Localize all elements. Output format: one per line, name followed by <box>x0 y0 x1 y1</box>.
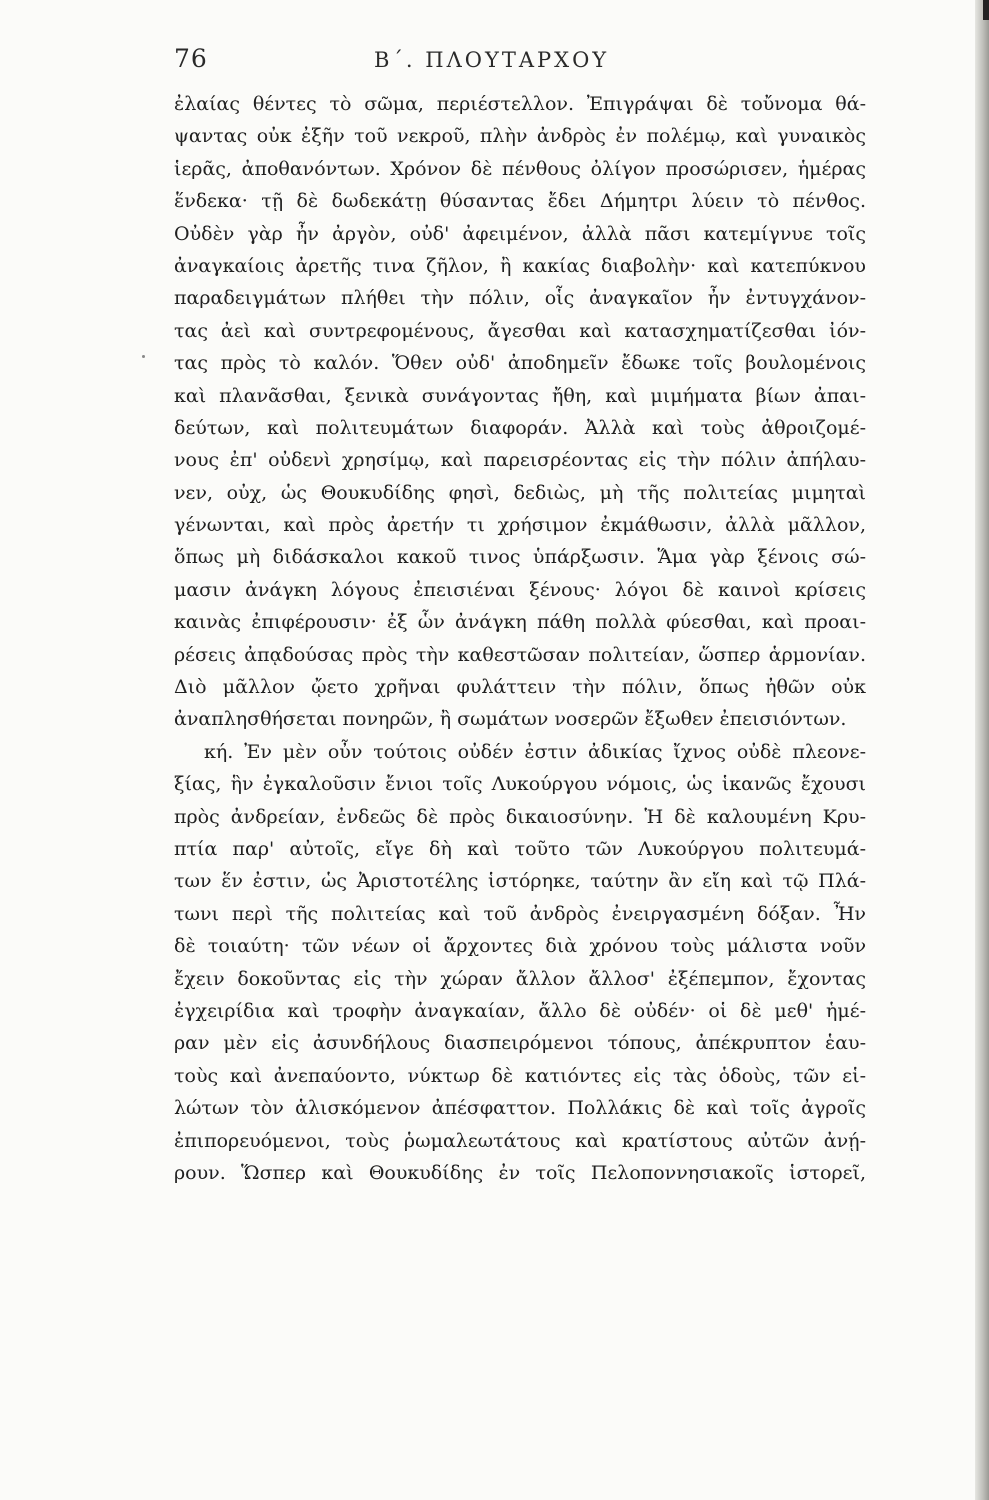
text-line: τωνι περὶ τῆς πολιτείας καὶ τοῦ ἀνδρὸς ἐνειργασμένη δόξαν. Ἦν <box>174 902 866 925</box>
text-line-section-start: κή. Ἐν μὲν οὖν τούτοις οὐδέν ἐστιν ἀδικίας ἴχνος οὐδὲ πλεονε- <box>204 740 866 763</box>
text-line: ἐπιπορευόμενοι, τοὺς ῥωμαλεωτάτους καὶ κρατίστους αὐτῶν ἀνῄ- <box>174 1129 866 1152</box>
text-line: τας πρὸς τὸ καλόν. Ὅθεν οὐδ' ἀποδημεῖν ἔδωκε τοῖς βουλομένοις <box>174 352 866 375</box>
text-line: ξίας, ἣν ἐγκαλοῦσιν ἔνιοι τοῖς Λυκούργου νόμοις, ὡς ἱκανῶς ἔχουσι <box>174 773 866 796</box>
text-line: ρέσεις ἀπᾳδούσας πρὸς τὴν καθεστῶσαν πολιτείαν, ὥσπερ ἁρμονίαν. <box>174 643 866 666</box>
text-line: ψαντας οὐκ ἐξῆν τοῦ νεκροῦ, πλὴν ἀνδρὸς ἐν πολέμῳ, καὶ γυναικὸς <box>174 125 866 148</box>
text-line: δὲ τοιαύτη· τῶν νέων οἱ ἄρχοντες διὰ χρόνου τοὺς μάλιστα νοῦν <box>174 935 866 958</box>
text-line: τας ἀεὶ καὶ συντρεφομένους, ἄγεσθαι καὶ κατασχηματίζεσθαι ἰόν- <box>174 319 866 342</box>
text-line: των ἕν ἐστιν, ὡς Ἀριστοτέλης ἱστόρηκε, ταύτην ἂν εἴη καὶ τῷ Πλά- <box>174 870 866 893</box>
page-edge-shadow <box>975 0 989 1500</box>
text-line: πρὸς ἀνδρείαν, ἐνδεῶς δὲ πρὸς δικαιοσύνην. Ἡ δὲ καλουμένη Κρυ- <box>174 805 866 828</box>
text-line: μασιν ἀνάγκη λόγους ἐπεισιέναι ξένους· λόγοι δὲ καινοὶ κρίσεις <box>174 578 866 601</box>
page-number: 76 <box>174 44 208 73</box>
text-line: ἐλαίας θέντες τὸ σῶμα, περιέστελλον. Ἐπιγράψαι δὲ τοὔνομα θά- <box>174 93 866 115</box>
text-line: ρουν. Ὥσπερ καὶ Θουκυδίδης ἐν τοῖς Πελοποννησιακοῖς ἱστορεῖ, <box>174 1161 866 1184</box>
text-line: δεύτων, καὶ πολιτευμάτων διαφοράν. Ἀλλὰ καὶ τοὺς ἀθροιζομέ- <box>174 416 866 439</box>
text-line: ἔχειν δοκοῦντας εἰς τὴν χώραν ἄλλον ἄλλοσ' ἐξέπεμπον, ἔχοντας <box>174 967 866 990</box>
text-line: ὅπως μὴ διδάσκαλοι κακοῦ τινος ὑπάρξωσιν. Ἅμα γὰρ ξένοις σώ- <box>174 546 866 569</box>
text-line: τοὺς καὶ ἀνεπαύοντο, νύκτωρ δὲ κατιόντες εἰς τὰς ὁδοὺς, τῶν εἱ- <box>174 1064 866 1087</box>
text-line: νους ἐπ' οὐδενὶ χρησίμῳ, καὶ παρεισρέοντας εἰς τὴν πόλιν ἀπήλαυ- <box>174 449 866 472</box>
text-line: πτία παρ' αὐτοῖς, εἴγε δὴ καὶ τοῦτο τῶν Λυκούργου πολιτευμά- <box>174 837 866 860</box>
text-line: λώτων τὸν ἁλισκόμενον ἀπέσφαττον. Πολλάκις δὲ καὶ τοῖς ἀγροῖς <box>174 1097 866 1120</box>
text-line: Διὸ μᾶλλον ᾤετο χρῆναι φυλάττειν τὴν πόλιν, ὅπως ἠθῶν οὐκ <box>174 676 866 699</box>
text-line: παραδειγμάτων πλήθει τὴν πόλιν, οἷς ἀναγκαῖον ἦν ἐντυγχάνον- <box>174 287 866 310</box>
text-line: καινὰς ἐπιφέρουσιν· ἐξ ὧν ἀνάγκη πάθη πολλὰ φύεσθαι, καὶ προαι- <box>174 611 866 634</box>
scan-speck <box>142 355 145 358</box>
text-line: ἱερᾶς, ἀποθανόντων. Χρόνον δὲ πένθους ὀλίγον προσώρισεν, ἡμέρας <box>174 157 866 180</box>
text-line: Οὐδὲν γὰρ ἦν ἀργὸν, οὐδ' ἀφειμένον, ἀλλὰ πᾶσι κατεμίγνυε τοῖς <box>174 222 866 245</box>
running-title: Β΄. ΠΛΟΥΤΑΡΧΟΥ <box>374 48 610 72</box>
text-line-paragraph-end: ἀναπλησθήσεται πονηρῶν, ἢ σωμάτων νοσερῶν ἔξωθεν ἐπεισιόντων. <box>174 708 847 731</box>
text-line: ἐγχειρίδια καὶ τροφὴν ἀναγκαίαν, ἄλλο δὲ οὐδέν· οἱ δὲ μεθ' ἡμέ- <box>174 999 866 1022</box>
text-line: ἕνδεκα· τῇ δὲ δωδεκάτῃ θύσαντας ἔδει Δήμητρι λύειν τὸ πένθος. <box>174 190 866 213</box>
text-line: γένωνται, καὶ πρὸς ἀρετήν τι χρήσιμον ἐκμάθωσιν, ἀλλὰ μᾶλλον, <box>174 514 866 537</box>
text-line: ἀναγκαίοις ἀρετῆς τινα ζῆλον, ἢ κακίας διαβολὴν· καὶ κατεπύκνου <box>174 254 866 277</box>
text-line: νεν, οὐχ, ὡς Θουκυδίδης φησὶ, δεδιὼς, μὴ τῆς πολιτείας μιμηταὶ <box>174 481 866 504</box>
running-head <box>174 44 864 78</box>
text-line: ραν μὲν εἰς ἀσυνδήλους διασπειρόμενοι τόπους, ἀπέκρυπτον ἑαυ- <box>174 1032 866 1055</box>
text-line: καὶ πλανᾶσθαι, ξενικὰ συνάγοντας ἤθη, καὶ μιμήματα βίων ἀπαι- <box>174 384 866 407</box>
body-text <box>174 88 866 1189</box>
scan-corner-mark <box>983 0 989 20</box>
